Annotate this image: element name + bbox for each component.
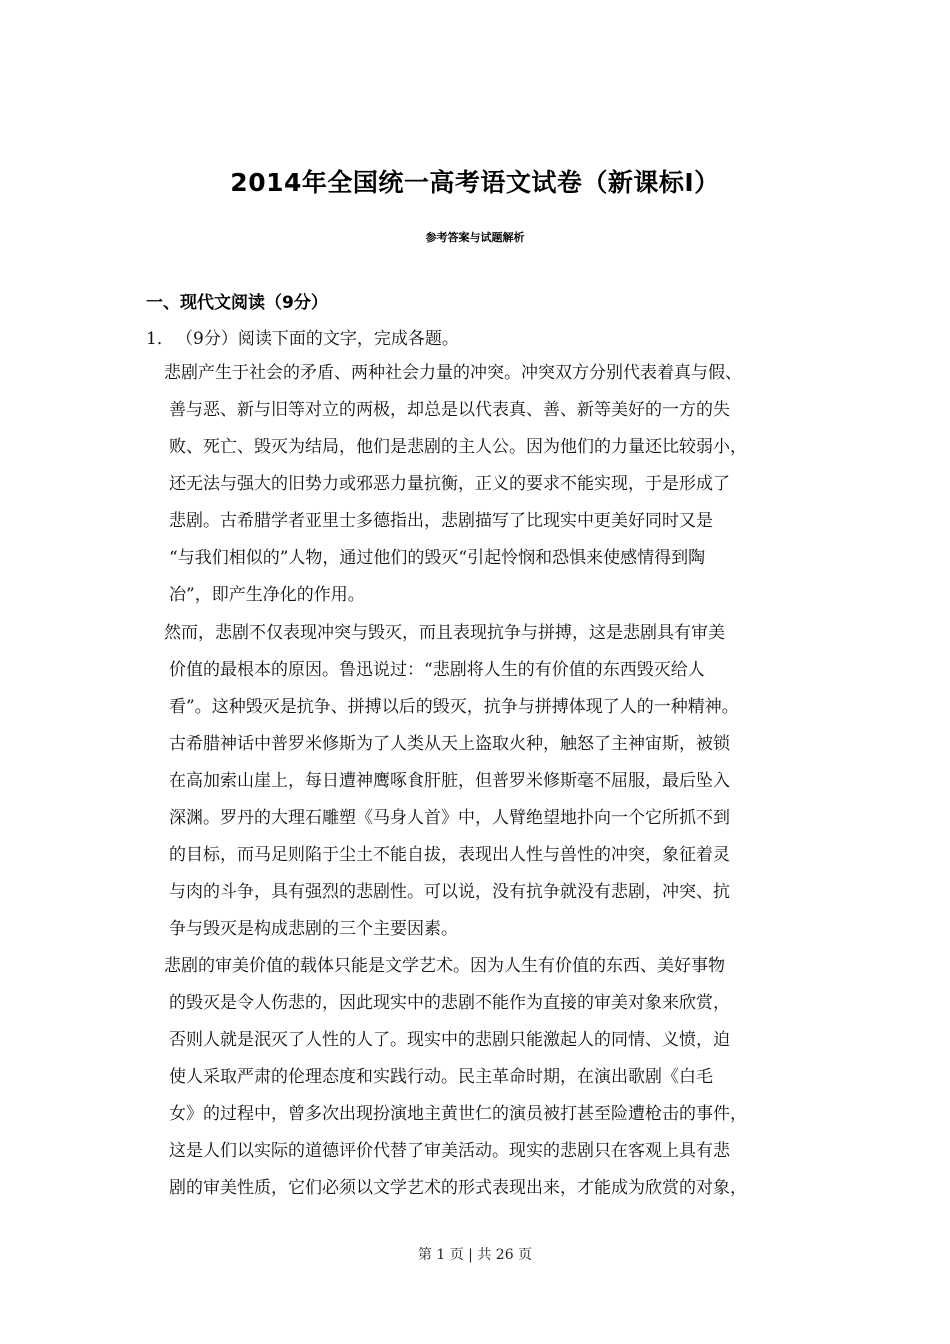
paragraph-line: 剧的审美性质，它们必须以文学艺术的形式表现出来，才能成为欣赏的对象，	[169, 1178, 747, 1198]
paragraph-line: 然而，悲剧不仅表现冲突与毁灭，而且表现抗争与拼搏，这是悲剧具有审美	[164, 623, 725, 643]
paragraph-1	[164, 355, 834, 614]
paragraph-line: 使人采取严肃的伦理态度和实践行动。民主革命时期，在演出歌剧《白毛	[169, 1067, 713, 1087]
paragraph-line: 还无法与强大的旧势力或邪恶力量抗衡，正义的要求不能实现，于是形成了	[169, 474, 730, 494]
paragraph-line: 价值的最根本的原因。鲁迅说过：“悲剧将人生的有价值的东西毁灭给人	[169, 660, 705, 680]
paragraph-line: 悲剧。古希腊学者亚里士多德指出，悲剧描写了比现实中更美好同时又是	[169, 511, 713, 531]
paragraph-line: 败、死亡、毁灭为结局，他们是悲剧的主人公。因为他们的力量还比较弱小，	[169, 437, 747, 457]
paragraph-3	[164, 948, 834, 1207]
paragraph-line: “与我们相似的”人物，通过他们的毁灭“引起怜悯和恐惧来使感情得到陶	[169, 548, 706, 568]
paragraph-line: 与肉的斗争，具有强烈的悲剧性。可以说，没有抗争就没有悲剧，冲突、抗	[169, 882, 730, 902]
paragraph-line: 深渊。罗丹的大理石雕塑《马身人首》中，人臂绝望地扑向一个它所抓不到	[169, 808, 730, 828]
page-subtitle: 参考答案与试题解析	[425, 231, 525, 244]
section-heading: 一、现代文阅读（9分）	[146, 293, 328, 313]
paragraph-2	[164, 615, 834, 948]
paragraph-line: 古希腊神话中普罗米修斯为了人类从天上盗取火种，触怒了主神宙斯，被锁	[169, 734, 730, 754]
page-title: 2014年全国统一高考语文试卷（新课标Ⅰ）	[230, 168, 720, 197]
paragraph-line: 争与毁灭是构成悲剧的三个主要因素。	[169, 919, 458, 939]
paragraph-line: 看”。这种毁灭是抗争、拼搏以后的毁灭，抗争与拼搏体现了人的一种精神。	[169, 697, 739, 717]
paragraph-line: 否则人就是泯灭了人性的人了。现实中的悲剧只能激起人的同情、义愤，迫	[169, 1030, 730, 1050]
question-number: 1．	[146, 329, 174, 349]
paragraph-line: 在高加索山崖上，每日遭神鹰啄食肝脏，但普罗米修斯毫不屈服，最后坠入	[169, 771, 730, 791]
paragraph-line: 女》的过程中，曾多次出现扮演地主黄世仁的演员被打甚至险遭枪击的事件，	[169, 1104, 747, 1124]
paragraph-line: 善与恶、新与旧等对立的两极，却总是以代表真、善、新等美好的一方的失	[169, 400, 730, 420]
paragraph-line: 的目标，而马足则陷于尘土不能自拔，表现出人性与兽性的冲突，象征着灵	[169, 845, 730, 865]
question-text: （9分）阅读下面的文字，完成各题。	[176, 329, 459, 349]
page-footer: 第 1 页 | 共 26 页	[417, 1247, 533, 1263]
paragraph-line: 悲剧产生于社会的矛盾、两种社会力量的冲突。冲突双方分别代表着真与假、	[164, 363, 742, 383]
paragraph-line: 的毁灭是令人伤悲的，因此现实中的悲剧不能作为直接的审美对象来欣赏，	[169, 993, 730, 1013]
paragraph-line: 这是人们以实际的道德评价代替了审美活动。现实的悲剧只在客观上具有悲	[169, 1141, 730, 1161]
question-1	[146, 324, 459, 349]
paragraph-line: 悲剧的审美价值的载体只能是文学艺术。因为人生有价值的东西、美好事物	[164, 956, 725, 976]
paragraph-line: 冶”，即产生净化的作用。	[169, 585, 365, 605]
